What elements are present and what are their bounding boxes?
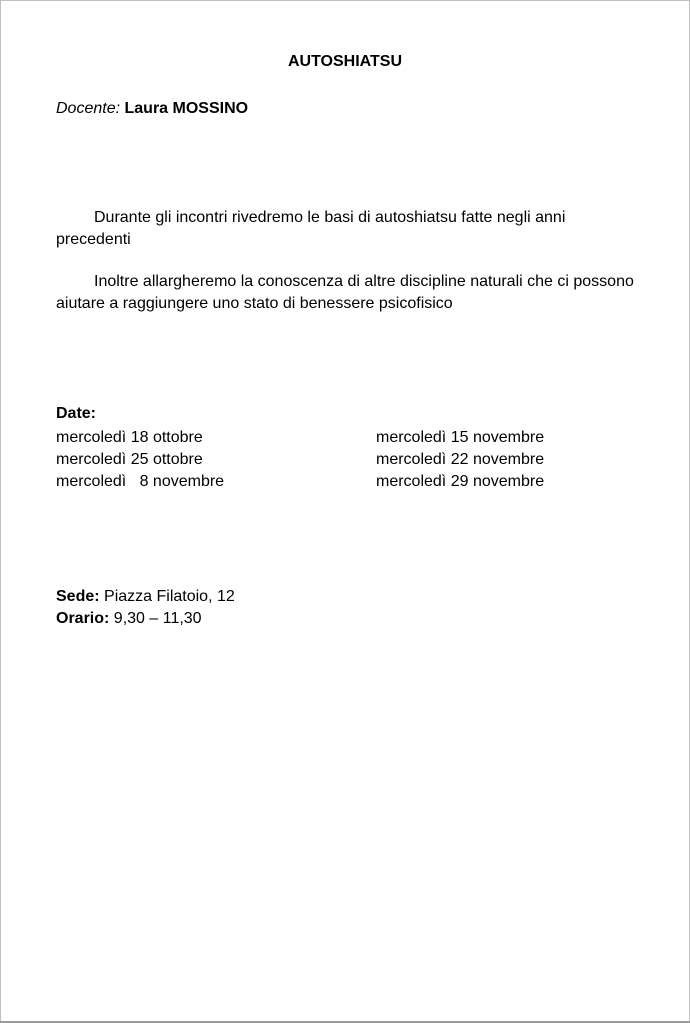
date-item: mercoledì 18 ottobre — [56, 429, 203, 446]
date-item: mercoledì 29 novembre — [376, 473, 545, 490]
schedule-label: Orario: — [56, 610, 110, 627]
venue-value: Piazza Filatoio, 12 — [104, 588, 235, 605]
dates-right-column — [376, 427, 544, 493]
date-item: mercoledì 8 novembre — [56, 473, 225, 490]
dates-label: Date: — [56, 405, 97, 422]
dates-left-column — [56, 427, 224, 493]
teacher-name: Laura MOSSINO — [124, 100, 249, 117]
teacher-line — [56, 100, 248, 118]
schedule-value: 9,30 – 11,30 — [113, 610, 202, 627]
schedule-line — [56, 610, 202, 628]
date-item: mercoledì 15 novembre — [376, 429, 545, 446]
date-item: mercoledì 22 novembre — [376, 451, 545, 468]
venue-label: Sede: — [56, 588, 100, 605]
document-title: AUTOSHIATSU — [287, 53, 403, 70]
teacher-label: Docente: — [56, 100, 121, 117]
date-item: mercoledì 25 ottobre — [56, 451, 203, 468]
venue-line — [56, 588, 235, 606]
description-paragraph-2: Inoltre allargheremo la conoscenza di altre discipline naturali che ci possono aiutare a raggiungere uno stato di benessere psicofisico — [56, 273, 634, 312]
description-paragraph-1: Durante gli incontri rivedremo le basi di autoshiatsu fatte negli anni precedenti — [56, 209, 566, 248]
